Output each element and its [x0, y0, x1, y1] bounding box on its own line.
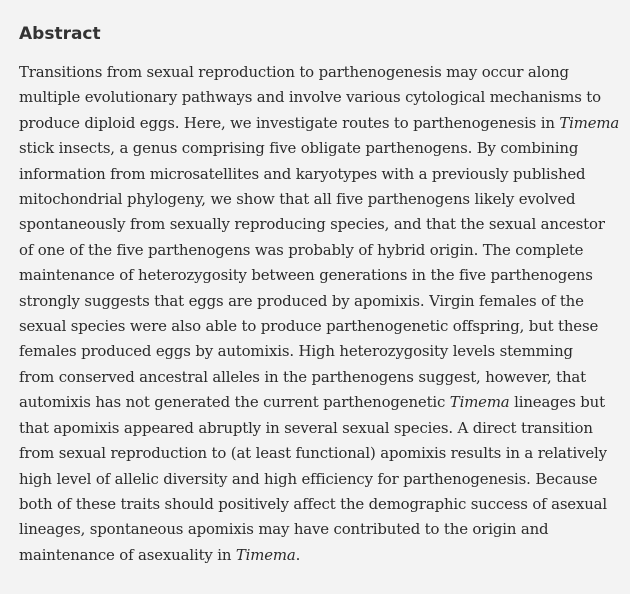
abstract-line: Transitions from sexual reproduction to parthenogenesis may occur along [19, 63, 569, 81]
abstract-line: spontaneously from sexually reproducing species, and that the sexual ancestor [19, 215, 605, 234]
abstract-line: multiple evolutionary pathways and involve various cytological mechanisms to [19, 88, 601, 107]
abstract-line: both of these traits should positively affect the demographic success of asexual [19, 494, 607, 513]
abstract-line: strongly suggests that eggs are produced by apomixis. Virgin females of the [19, 291, 584, 310]
abstract-body [19, 60, 618, 568]
abstract-line: maintenance of heterozygosity between generations in the five parthenogens [19, 266, 593, 285]
abstract-line: that apomixis appeared abruptly in several sexual species. A direct transition [19, 418, 593, 437]
abstract-line: of one of the five parthenogens was probably of hybrid origin. The complete [19, 240, 584, 259]
abstract-line: from sexual reproduction to (at least functional) apomixis results in a relatively [19, 444, 607, 463]
abstract-line: from conserved ancestral alleles in the parthenogens suggest, however, that [19, 367, 586, 386]
abstract-heading: Abstract [19, 24, 101, 44]
abstract-line: lineages, spontaneous apomixis may have contributed to the origin and [19, 520, 549, 539]
abstract-line: information from microsatellites and karyotypes with a previously published [19, 164, 586, 183]
abstract-line: high level of allelic diversity and high efficiency for parthenogenesis. Because [19, 469, 598, 488]
genus-name: Timema [449, 393, 510, 412]
abstract-line: produce diploid eggs. Here, we investigate routes to parthenogenesis in Timema [19, 113, 620, 132]
abstract-line: mitochondrial phylogeny, we show that all five parthenogens likely evolved [19, 190, 576, 209]
genus-name: Timema [559, 113, 620, 132]
abstract-line: automixis has not generated the current parthenogenetic Timema lineages but [19, 393, 605, 412]
genus-name: Timema [235, 545, 296, 564]
abstract-line: females produced eggs by automixis. High heterozygosity levels stemming [19, 342, 573, 361]
abstract-line: maintenance of asexuality in Timema. [19, 545, 301, 564]
abstract-line: stick insects, a genus comprising five obligate parthenogens. By combining [19, 139, 579, 158]
abstract-line: sexual species were also able to produce parthenogenetic offspring, but these [19, 317, 599, 336]
